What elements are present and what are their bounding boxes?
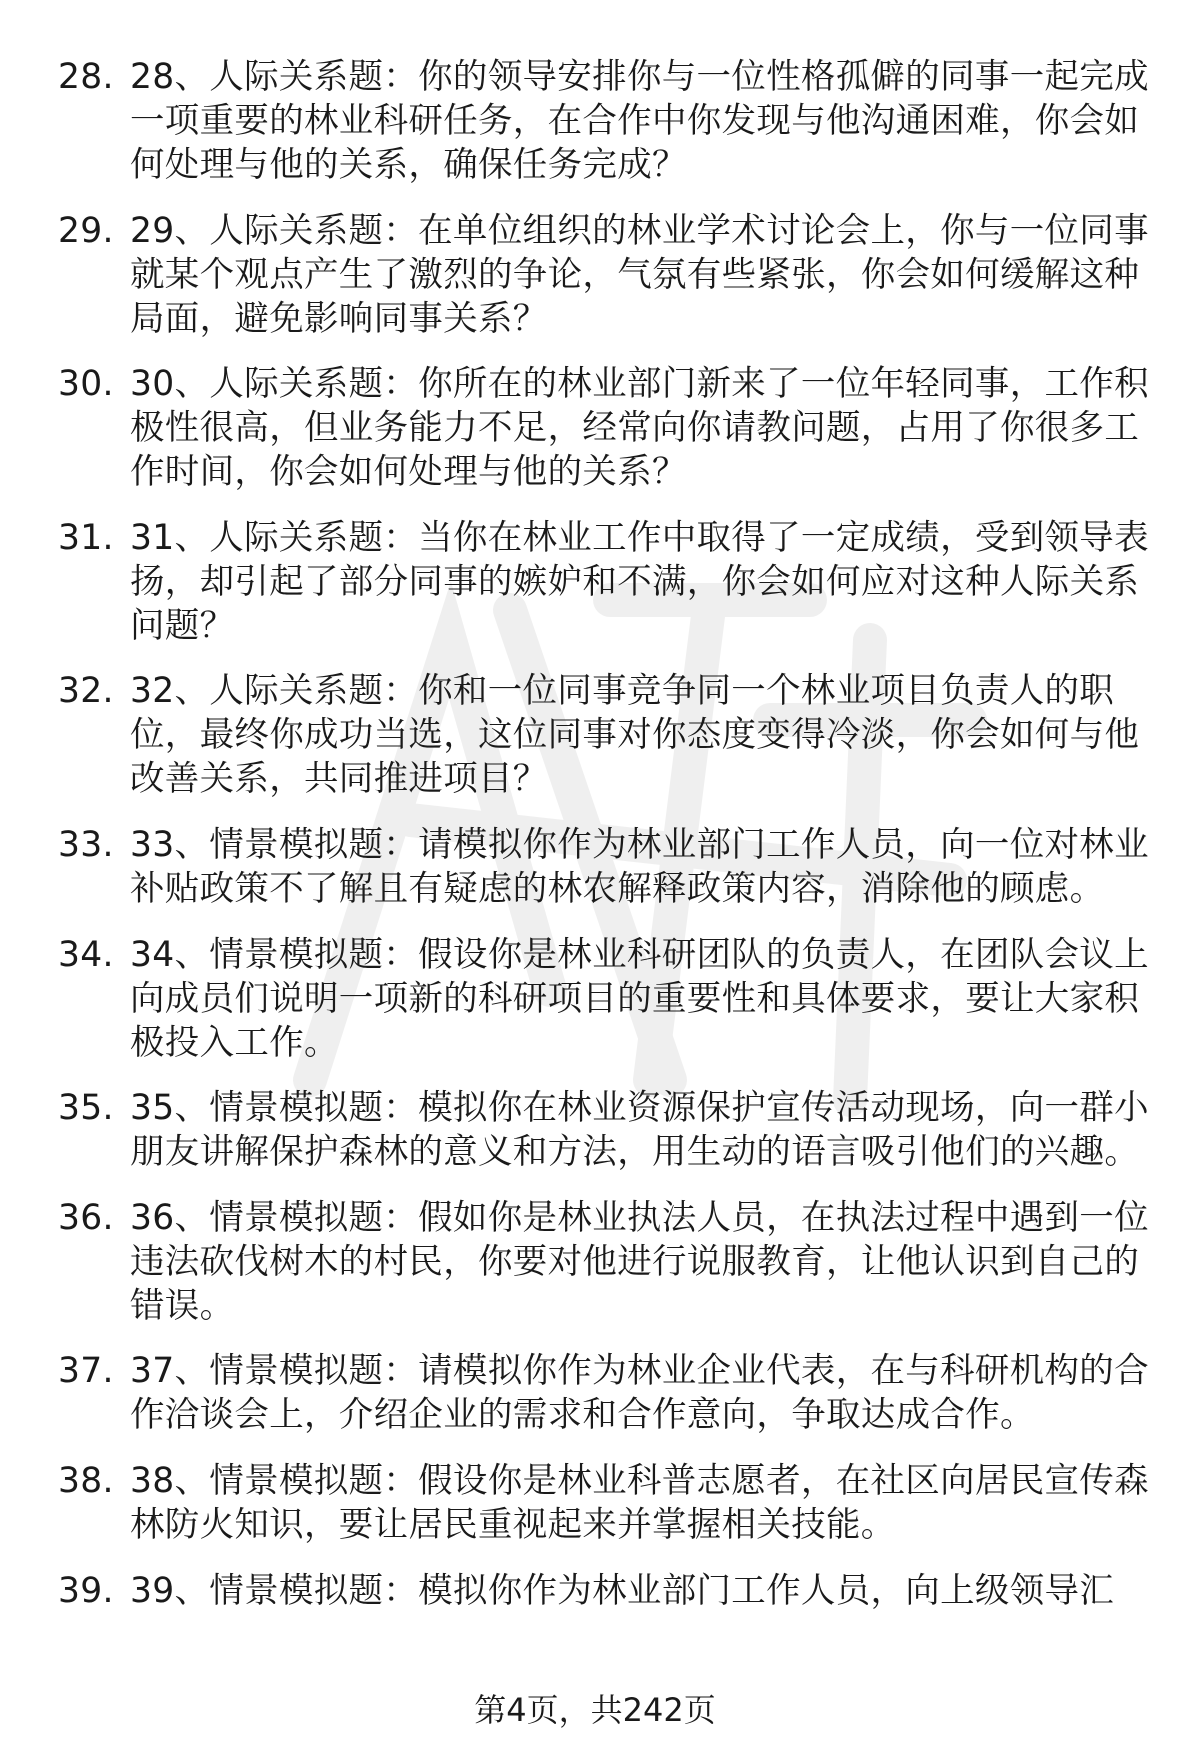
question-item [58, 209, 1158, 341]
question-text: 33、情景模拟题：请模拟你作为林业部门工作人员，向一位对林业补贴政策不了解且有疑虑的林农解释政策内容，消除他的顾虑。 [130, 824, 1149, 909]
question-text: 39、情景模拟题：模拟你作为林业部门工作人员，向上级领导汇 [130, 1570, 1115, 1611]
question-text: 37、情景模拟题：请模拟你作为林业企业代表，在与科研机构的合作洽谈会上，介绍企业的需求和合作意向，争取达成合作。 [130, 1351, 1149, 1436]
question-item [58, 1569, 1158, 1613]
question-number: 35. [58, 1088, 114, 1129]
question-item [58, 1086, 1158, 1174]
question-number: 30. [58, 364, 114, 405]
question-item [58, 1349, 1158, 1437]
question-number: 33. [58, 824, 114, 865]
question-number: 31. [58, 517, 114, 558]
question-list [58, 55, 1158, 1634]
question-text: 32、人际关系题：你和一位同事竞争同一个林业项目负责人的职位，最终你成功当选，这位同事对你态度变得冷淡，你会如何与他改善关系，共同推进项目？ [130, 671, 1140, 800]
question-text: 29、人际关系题：在单位组织的林业学术讨论会上，你与一位同事就某个观点产生了激烈的争论，气氛有些紧张，你会如何缓解这种局面，避免影响同事关系？ [130, 210, 1149, 339]
question-item [58, 1196, 1158, 1328]
question-item [58, 1459, 1158, 1547]
question-number: 36. [58, 1197, 114, 1238]
question-item [58, 933, 1158, 1065]
question-item [58, 823, 1158, 911]
question-number: 37. [58, 1351, 114, 1392]
question-number: 29. [58, 210, 114, 251]
question-text: 30、人际关系题：你所在的林业部门新来了一位年轻同事，工作积极性很高，但业务能力不足，经常向你请教问题，占用了你很多工作时间，你会如何处理与他的关系？ [130, 364, 1149, 493]
question-text: 35、情景模拟题：模拟你在林业资源保护宣传活动现场，向一群小朋友讲解保护森林的意义和方法，用生动的语言吸引他们的兴趣。 [130, 1088, 1149, 1173]
question-text: 34、情景模拟题：假设你是林业科研团队的负责人，在团队会议上向成员们说明一项新的科研项目的重要性和具体要求，要让大家积极投入工作。 [130, 934, 1149, 1063]
question-item [58, 516, 1158, 648]
question-text: 28、人际关系题：你的领导安排你与一位性格孤僻的同事一起完成一项重要的林业科研任务，在合作中你发现与他沟通困难，你会如何处理与他的关系，确保任务完成？ [130, 57, 1149, 185]
question-text: 38、情景模拟题：假设你是林业科普志愿者，在社区向居民宣传森林防火知识，要让居民重视起来并掌握相关技能。 [130, 1460, 1149, 1545]
question-item [58, 669, 1158, 801]
page-number-footer: 第4页，共242页 [474, 1691, 716, 1729]
question-number: 34. [58, 934, 114, 975]
question-text: 36、情景模拟题：假如你是林业执法人员，在执法过程中遇到一位违法砍伐树木的村民，你要对他进行说服教育，让他认识到自己的错误。 [130, 1197, 1149, 1326]
question-number: 32. [58, 671, 114, 712]
question-item [58, 362, 1158, 494]
question-item [58, 55, 1158, 187]
question-number: 39. [58, 1570, 114, 1611]
question-number: 28. [58, 57, 114, 97]
question-number: 38. [58, 1460, 114, 1501]
question-text: 31、人际关系题：当你在林业工作中取得了一定成绩，受到领导表扬，却引起了部分同事的嫉妒和不满，你会如何应对这种人际关系问题？ [130, 517, 1149, 646]
